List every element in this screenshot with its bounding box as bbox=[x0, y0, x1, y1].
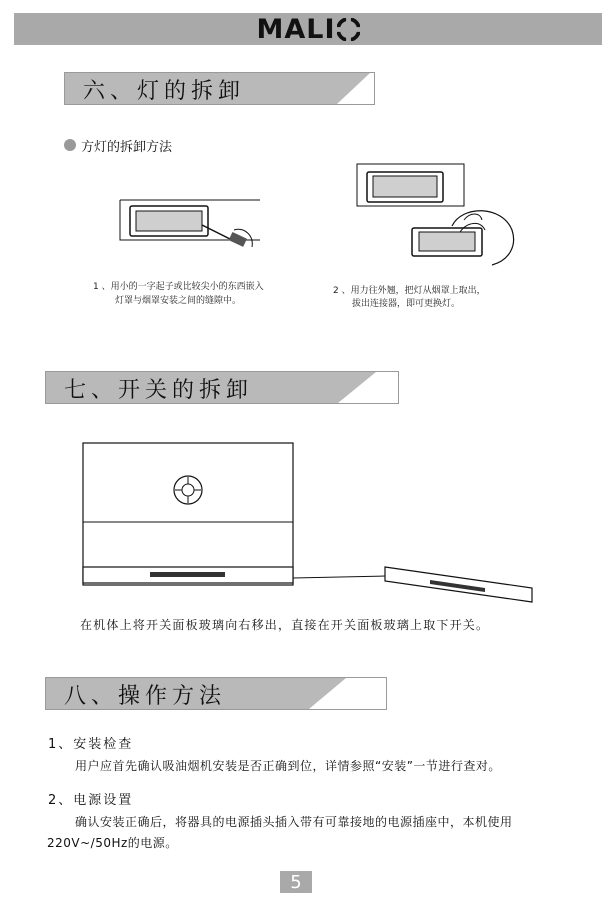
section-title-lamp bbox=[64, 72, 375, 105]
step1-line2: 灯罩与烟罩安装之间的缝隙中。 bbox=[115, 296, 242, 306]
header-bar bbox=[14, 13, 602, 45]
item2-body-line1: 确认安装正确后，将器具的电源插头插入带有可靠接地的电源插座中，本机使用 bbox=[75, 815, 513, 829]
bullet-label: 方灯的拆卸方法 bbox=[81, 140, 173, 155]
page-number: 5 bbox=[280, 871, 312, 893]
brand-logo bbox=[256, 14, 359, 45]
brand-mark-icon bbox=[337, 18, 360, 41]
step2-line1: 2 、用力往外翘，把灯从烟罩上取出， bbox=[333, 286, 486, 296]
section-title-operation bbox=[45, 677, 387, 710]
item2-body-line2: 220V~/50Hz的电源。 bbox=[47, 836, 178, 850]
bullet-icon bbox=[64, 139, 76, 151]
section-title-switch bbox=[45, 371, 399, 404]
step1-line1: 1 、用小的一字起子或比较尖小的东西嵌入 bbox=[93, 282, 264, 292]
item1-title: 1、安装检查 bbox=[48, 737, 134, 752]
item2-title: 2、电源设置 bbox=[48, 793, 134, 808]
step2-line2: 拔出连接器，即可更换灯。 bbox=[352, 299, 461, 309]
section-title-text: 八、操作方法 bbox=[64, 684, 227, 709]
lamp-removal-figure-1 bbox=[112, 195, 262, 265]
switch-caption: 在机体上将开关面板玻璃向右移出，直接在开关面板玻璃上取下开关。 bbox=[80, 618, 490, 632]
section-title-text: 六、灯的拆卸 bbox=[83, 79, 246, 104]
section-title-text: 七、开关的拆卸 bbox=[64, 378, 254, 403]
item1-body: 用户应首先确认吸油烟机安装是否正确到位，详情参照“安装”一节进行查对。 bbox=[75, 759, 501, 773]
switch-removal-figure bbox=[80, 440, 540, 612]
brand-text: MALI bbox=[256, 13, 336, 45]
lamp-removal-figure-2 bbox=[352, 160, 527, 275]
